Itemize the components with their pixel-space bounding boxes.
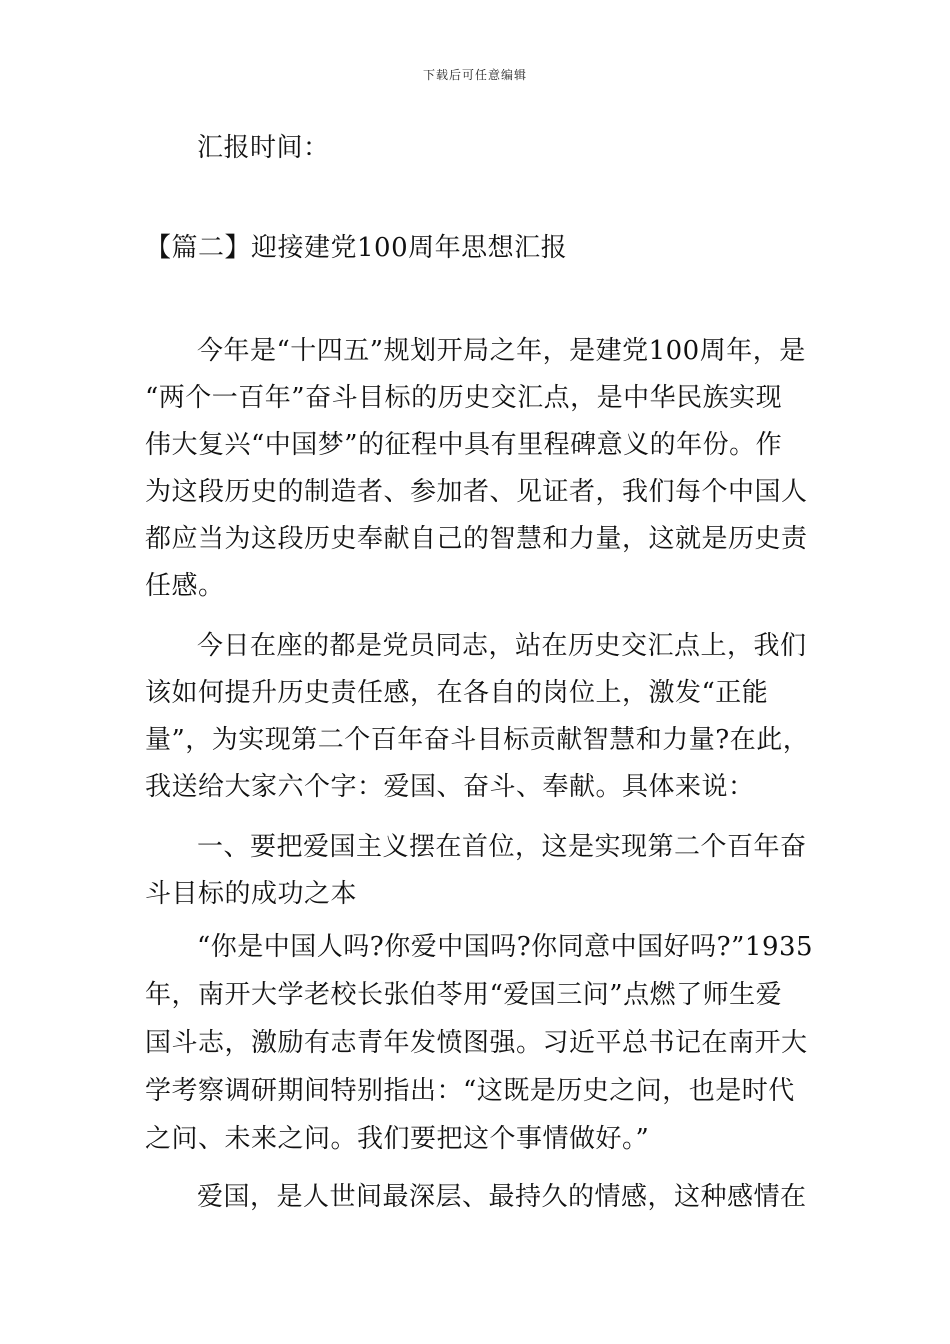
paragraph-line: 爱国，是人世间最深层、最持久的情感，这种感情在	[197, 1182, 807, 1212]
paragraph-line: 今年是“十四五”规划开局之年，是建党100周年，是	[197, 336, 806, 366]
report-time-label: 汇报时间：	[197, 133, 330, 163]
paragraph-line: 该如何提升历史责任感，在各自的岗位上，激发“正能	[145, 678, 769, 708]
paragraph-line: 为这段历史的制造者、参加者、见证者，我们每个中国人	[145, 477, 808, 507]
paragraph-line: 一、要把爱国主义摆在首位，这是实现第二个百年奋	[197, 832, 807, 862]
paragraph-line: 之问、未来之问。我们要把这个事情做好。”	[145, 1124, 650, 1154]
paragraph-line: 年，南开大学老校长张伯苓用“爱国三问”点燃了师生爱	[145, 980, 783, 1010]
paragraph-line: 国斗志，激励有志青年发愤图强。习近平总书记在南开大	[145, 1028, 808, 1058]
section-title: 【篇二】迎接建党100周年思想汇报	[145, 233, 568, 263]
paragraph-line: “两个一百年”奋斗目标的历史交汇点，是中华民族实现	[145, 383, 783, 413]
paragraph-line: 都应当为这段历史奉献自己的智慧和力量，这就是历史责	[145, 524, 808, 554]
paragraph-line: “你是中国人吗?你爱中国吗?你同意中国好吗?”1935	[197, 932, 814, 962]
paragraph-line: 学考察调研期间特别指出：“这既是历史之问，也是时代	[145, 1076, 795, 1106]
header-note: 下载后可任意编辑	[422, 68, 527, 82]
paragraph-line: 量”，为实现第二个百年奋斗目标贡献智慧和力量?在此，	[145, 725, 810, 755]
paragraph-line: 我送给大家六个字：爱国、奋斗、奉献。具体来说：	[145, 772, 755, 802]
paragraph-line: 今日在座的都是党员同志，站在历史交汇点上，我们	[197, 631, 807, 661]
paragraph-line: 斗目标的成功之本	[145, 879, 358, 909]
paragraph-line: 任感。	[145, 571, 225, 601]
paragraph-line: 伟大复兴“中国梦”的征程中具有里程碑意义的年份。作	[145, 430, 783, 460]
